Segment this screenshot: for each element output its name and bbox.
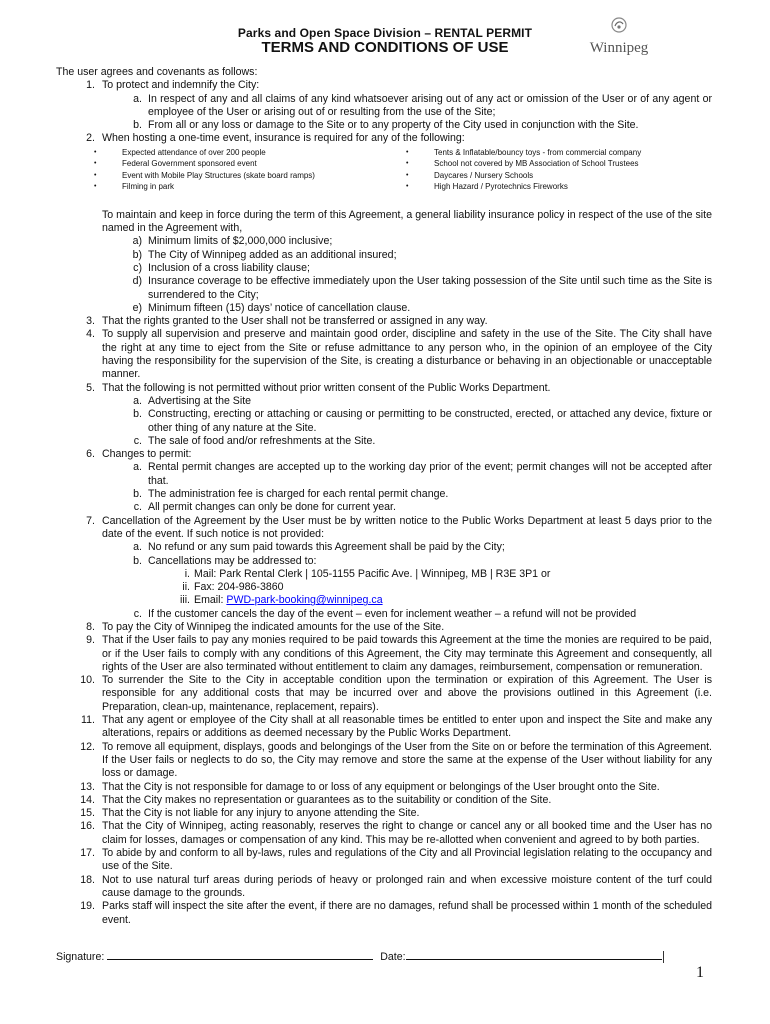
bullet-icon: •: [94, 148, 97, 156]
term-9: 9. That if the User fails to pay any monies required to be paid towards this Agreement at the time the monies are required to be paid, or if the User fails to comply with any conditions of this Agreement, the City may terminate this Agreement and consequently, all rights of the User are also terminated without entitlement to claim any damages, reimbursement, compensation or remuneration.: [86, 634, 712, 673]
term-2a: a) Minimum limits of $2,000,000 inclusive;: [132, 235, 333, 248]
term-2b: b) The City of Winnipeg added as an additional insured;: [132, 248, 397, 261]
term-4: 4. To supply all supervision and preserve and maintain good order, discipline and safety in the use of the Site. The City shall have the right at any time to eject from the Site or refuse admittance to any person who, in the opinion of an employee of the City having the responsibility for the supervision of the Site, is creating a disturbance or behaving in an objectionable or unacceptable manner.: [86, 328, 712, 381]
signature-field[interactable]: [107, 950, 373, 960]
term-7b-ii: ii. Fax: 204-986-3860: [182, 581, 284, 594]
term-2-paragraph: To maintain and keep in force during the term of this Agreement, a general liability insurance policy in respect of the use of the site named in the Agreement with,: [102, 208, 712, 235]
bullet-item: [94, 181, 394, 193]
bullet-text: School not covered by MB Association of School Trustees: [434, 159, 639, 169]
term-11: 11. That any agent or employee of the City shall at all reasonable times be entitled to enter upon and inspect the Site and make any alterations, repairs or additions as deemed necessary by the Public Works Department.: [81, 714, 712, 740]
date-field[interactable]: [406, 950, 662, 960]
bullet-item: [94, 170, 394, 182]
bullet-item: [406, 147, 716, 159]
bullet-icon: •: [406, 171, 409, 179]
term-6b: b. The administration fee is charged for each rental permit change.: [133, 488, 449, 501]
term-15: 15. That the City is not liable for any injury to anyone attending the Site.: [80, 807, 420, 820]
bullet-icon: •: [94, 160, 97, 168]
header-division-title: Parks and Open Space Division – RENTAL PERMIT: [237, 26, 533, 40]
intro-text: The user agrees and covenants as follows:: [56, 66, 258, 78]
term-12: 12. To remove all equipment, displays, goods and belongings of the User from the Site on or before the termination of this Agreement. If the User fails or neglects to do so, the City may remove and store the same at the expense of the User without liability for any loss or damage.: [80, 740, 712, 780]
term-2d: d) Insurance coverage to be effective immediately upon the User taking possession of the Site until such time as the Site is surrendered to the City;: [132, 275, 712, 301]
term-13: 13. That the City is not responsible for damage to or loss of any equipment or belongings of the User brought onto the Site.: [80, 780, 660, 793]
bullet-text: Daycares / Nursery Schools: [434, 170, 534, 180]
signature-label: Signature:: [56, 951, 105, 963]
term-14: 14. That the City makes no representation or guarantees as to the suitability or condition of the Site.: [80, 793, 552, 806]
terms-body: [56, 66, 712, 927]
email-link[interactable]: PWD-park-booking@winnipeg.ca: [226, 594, 383, 607]
page-title: TERMS AND CONDITIONS OF USE: [261, 39, 509, 56]
term-5: 5. That the following is not permitted without prior written consent of the Public Works Department.: [86, 381, 551, 394]
term-19: 19. Parks staff will inspect the site after the event, if there are no damages, refund shall be processed within 1 month of the scheduled event.: [80, 900, 712, 926]
term-7b: b. Cancellations may be addressed to:: [133, 554, 317, 567]
bullet-item: [94, 158, 394, 170]
term-6c: c. All permit changes can only be done for current year.: [133, 501, 396, 514]
term-7b-iii: iii. Email: PWD-park-booking@winnipeg.ca: [179, 594, 383, 607]
date-label: Date:: [380, 951, 406, 963]
term-18: 18. Not to use natural turf areas during periods of heavy or prolonged rain and when excessive moisture content of the turf could cause damage to the grounds.: [80, 873, 712, 899]
term-7b-i: i. Mail: Park Rental Clerk | 105-1155 Pacific Ave. | Winnipeg, MB | R3E 3P1 or: [184, 567, 551, 580]
term-7: 7. Cancellation of the Agreement by the User must be by written notice to the Public Works Department at least 5 days prior to the date of the event. If such notice is not provided:: [86, 514, 712, 540]
term-5a: a. Advertising at the Site: [133, 394, 252, 407]
bullet-icon: •: [94, 183, 97, 191]
winnipeg-logo-icon: [610, 16, 628, 34]
term-8: 8. To pay the City of Winnipeg the indicated amounts for the use of the Site.: [86, 620, 445, 633]
bullet-text: Event with Mobile Play Structures (skate board ramps): [122, 170, 315, 180]
term-3: 3. That the rights granted to the User shall not be transferred or assigned in any way.: [86, 315, 488, 328]
bullet-column-left: [94, 147, 394, 193]
term-2c: c) Inclusion of a cross liability clause;: [133, 261, 310, 274]
insurance-bullet-list: [56, 147, 712, 197]
bullet-column-right: [406, 147, 716, 193]
bullet-item: [406, 170, 716, 182]
bullet-text: High Hazard / Pyrotechnics Fireworks: [434, 182, 568, 192]
term-1b: b. From all or any loss or damage to the Site or to any property of the City used in conjunction with the Site.: [133, 119, 639, 132]
winnipeg-logo: [588, 14, 650, 62]
bullet-icon: •: [406, 160, 409, 168]
bullet-item: [406, 158, 716, 170]
term-5b: b. Constructing, erecting or attaching or causing or permitting to be constructed, erected, or attached any device, fixture or other thing of any nature at the Site.: [133, 408, 712, 434]
term-10: 10. To surrender the Site to the City in acceptable condition upon the termination or expiration of this Agreement. The User is responsible for any additional costs that may be incurred over and above the provisions outlined in this Agreement (i.e. Preparation, clean-up, maintenance, replacement, repairs).: [80, 674, 712, 713]
term-7c: c. If the customer cancels the day of the event – even for inclement weather – a refund will not be provided: [133, 607, 637, 620]
term-5c: c. The sale of food and/or refreshments at the Site.: [133, 434, 376, 447]
bullet-text: Tents & Inflatable/bouncy toys - from commercial company: [434, 147, 642, 157]
term-16: 16. That the City of Winnipeg, acting reasonably, reserves the right to change or cancel any or all booked time and the User has no claim for losses, damages or compensation of any kind. This may be re-allotted when convenient and agreed to by both parties.: [80, 820, 712, 846]
bullet-item: [94, 147, 394, 159]
term-6a: a. Rental permit changes are accepted up to the working day prior of the event; permit changes will not be accepted after that.: [133, 461, 712, 487]
bullet-text: Filming in park: [122, 182, 175, 192]
text-cursor: [663, 951, 664, 963]
logo-wordmark: Winnipeg: [589, 40, 649, 56]
bullet-icon: •: [406, 183, 409, 191]
term-1: 1. To protect and indemnify the City:: [86, 79, 260, 92]
term-2e: e) Minimum fifteen (15) days’ notice of cancellation clause.: [132, 301, 411, 314]
term-7a: a. No refund or any sum paid towards this Agreement shall be paid by the City;: [133, 541, 505, 554]
term-17: 17. To abide by and conform to all by-laws, rules and regulations of the City and all Provincial legislation relating to the occupancy and use of the Site.: [80, 847, 712, 873]
bullet-icon: •: [94, 171, 97, 179]
signature-row: [56, 950, 664, 964]
term-2: 2. When hosting a one-time event, insurance is required for any of the following:: [86, 132, 465, 145]
bullet-icon: •: [406, 148, 409, 156]
bullet-text: Federal Government sponsored event: [122, 159, 257, 169]
bullet-item: [406, 181, 716, 193]
bullet-text: Expected attendance of over 200 people: [122, 147, 266, 157]
term-1a: a. In respect of any and all claims of any kind whatsoever arising out of any act or omission of the User or of any agent or employee of the User or arising out of or resulting from the use of the Site;: [133, 92, 712, 118]
term-6: 6. Changes to permit:: [86, 448, 192, 461]
page-number: 1: [696, 964, 704, 981]
